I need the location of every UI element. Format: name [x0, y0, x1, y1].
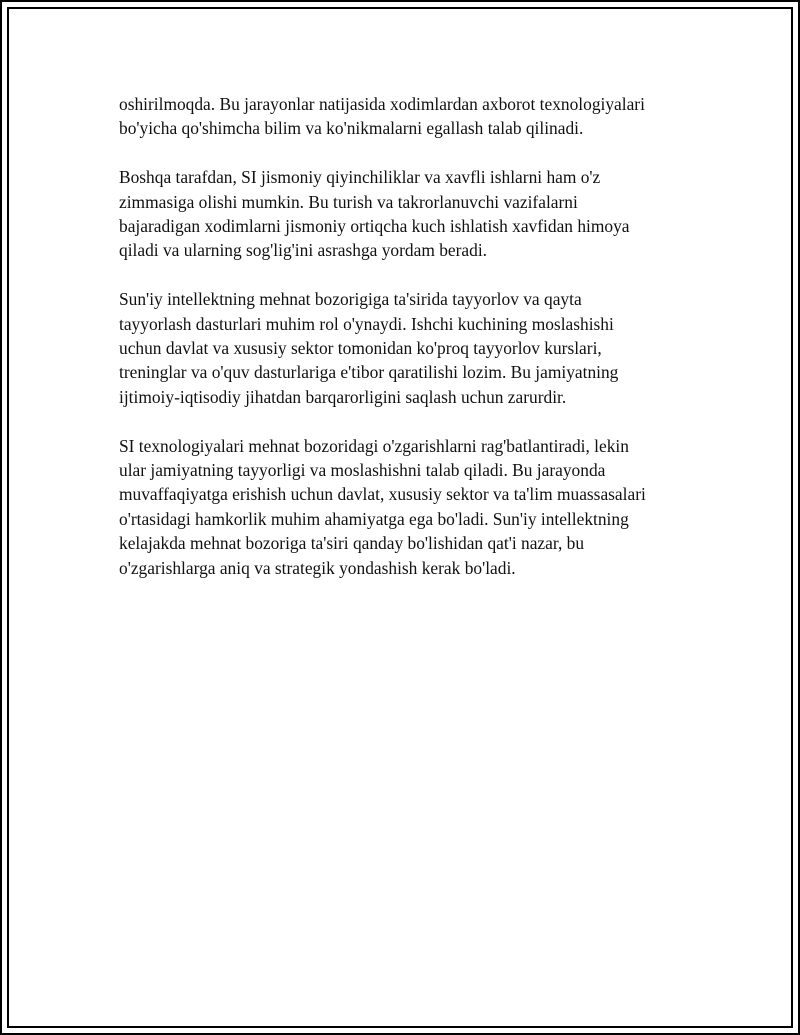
text-line: zimmasiga olishi mumkin. Bu turish va takrorlanuvchi vazifalarni: [119, 191, 578, 212]
text-line: ijtimoiy-iqtisodiy jihatdan barqarorligini saqlash uchun zarurdir.: [119, 386, 567, 407]
text-line: bajaradigan xodimlarni jismoniy ortiqcha kuch ishlatish xavfidan himoya: [119, 216, 630, 237]
paragraph-2: [119, 165, 689, 263]
text-line: tayyorlash dasturlari muhim rol o'ynaydi. Ishchi kuchining moslashishi: [119, 313, 614, 334]
text-line: kelajakda mehnat bozoriga ta'siri qanday bo'lishidan qat'i nazar, bu: [119, 533, 585, 554]
text-line: oshirilmoqda. Bu jarayonlar natijasida xodimlardan axborot texnologiyalari: [119, 94, 645, 114]
text-line: ular jamiyatning tayyorligi va moslashishni talab qiladi. Bu jarayonda: [119, 460, 606, 481]
paragraph-1: [119, 92, 689, 141]
text-line: SI texnologiyalari mehnat bozoridagi o'zgarishlarni rag'batlantiradi, lekin: [119, 435, 629, 456]
document-body: [119, 92, 689, 604]
text-line: treninglar va o'quv dasturlariga e'tibor qaratilishi lozim. Bu jamiyatning: [119, 362, 619, 383]
text-line: o'zgarishlarga aniq va strategik yondashish kerak bo'ladi.: [119, 557, 516, 578]
text-line: uchun davlat va xususiy sektor tomonidan ko'proq tayyorlov kurslari,: [119, 338, 602, 359]
text-line: o'rtasidagi hamkorlik muhim ahamiyatga ega bo'ladi. Sun'iy intellektning: [119, 508, 629, 529]
paragraph-4: [119, 434, 689, 580]
text-line: qiladi va ularning sog'lig'ini asrashga yordam beradi.: [119, 240, 487, 261]
paragraph-3: [119, 287, 689, 409]
text-line: bo'yicha qo'shimcha bilim va ko'nikmalarni egallash talab qilinadi.: [119, 118, 584, 139]
text-line: Boshqa tarafdan, SI jismoniy qiyinchiliklar va xavfli ishlarni ham o'z: [119, 167, 601, 188]
text-line: muvaffaqiyatga erishish uchun davlat, xususiy sektor va ta'lim muassasalari: [119, 484, 646, 505]
text-line: Sun'iy intellektning mehnat bozorigiga ta'sirida tayyorlov va qayta: [119, 289, 582, 310]
